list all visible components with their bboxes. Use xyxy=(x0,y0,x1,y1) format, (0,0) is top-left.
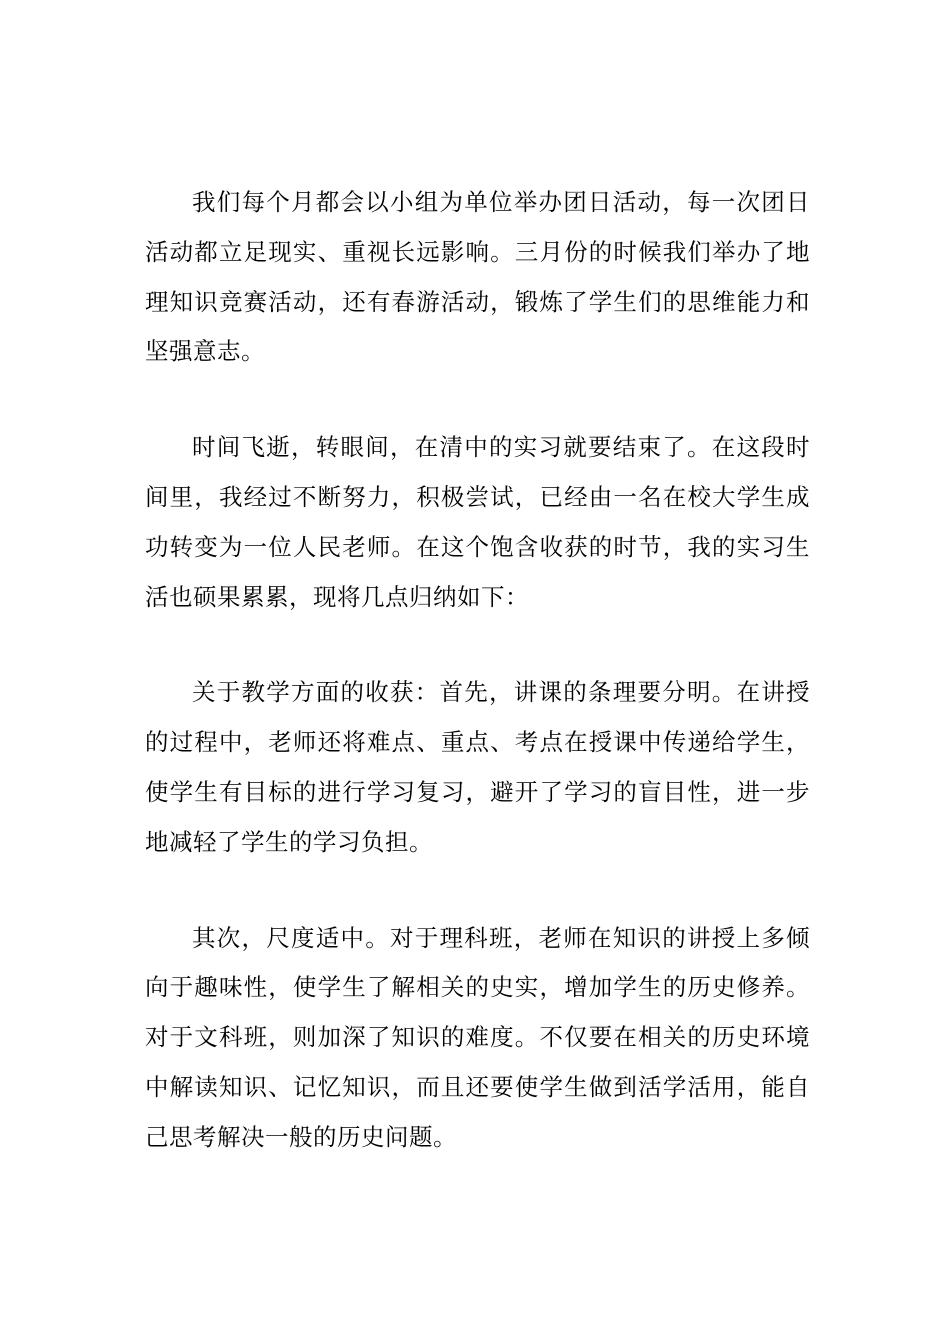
document-page xyxy=(145,178,810,1163)
paragraph-teaching-gains: 关于教学方面的收获：首先，讲课的条理要分明。在讲授的过程中，老师还将难点、重点、考点在授课中传递给学生，使学生有目标的进行学习复习，避开了学习的盲目性，进一步地减轻了学生的学习负担。 xyxy=(145,678,810,856)
paragraph-moderate-scale: 其次，尺度适中。对于理科班，老师在知识的讲授上多倾向于趣味性，使学生了解相关的史实，增加学生的历史修养。对于文科班，则加深了知识的难度。不仅要在相关的历史环境中解读知识、记忆知识，而且还要使学生做到活学活用，能自己思考解决一般的历史问题。 xyxy=(145,923,810,1151)
paragraph-team-activities: 我们每个月都会以小组为单位举办团日活动，每一次团日活动都立足现实、重视长远影响。三月份的时候我们举办了地理知识竞赛活动，还有春游活动，锻炼了学生们的思维能力和坚强意志。 xyxy=(145,188,810,366)
paragraph-internship-summary: 时间飞逝，转眼间，在清中的实习就要结束了。在这段时间里，我经过不断努力，积极尝试，已经由一名在校大学生成功转变为一位人民老师。在这个饱含收获的时节，我的实习生活也硕果累累，现将几点归纳如下： xyxy=(145,433,810,611)
